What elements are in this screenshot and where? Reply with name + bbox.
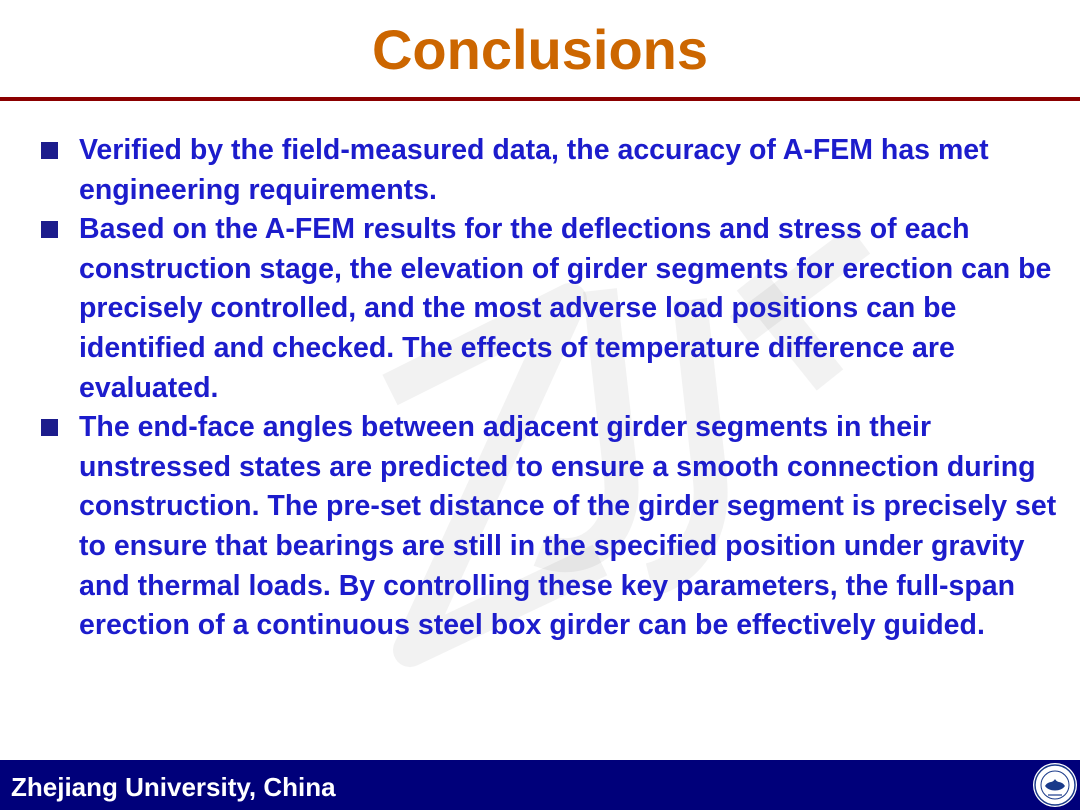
bullet-item: [38, 408, 1058, 646]
university-seal-icon: [1032, 762, 1078, 808]
conclusion-list: [38, 131, 1058, 646]
footer-bar: [0, 760, 1080, 810]
square-bullet-icon: [41, 419, 58, 436]
bullet-text: Based on the A-FEM results for the deflections and stress of each construction stage, the elevation of girder segments for erection can be precisely controlled, and the most adverse load positions can be identified and checked. The effects of temperature difference are evaluated.: [79, 213, 1052, 404]
bullet-item: [38, 210, 1058, 408]
square-bullet-icon: [41, 221, 58, 238]
footer-institution: Zhejiang University, China: [11, 772, 336, 802]
bullet-text: The end-face angles between adjacent girder segments in their unstressed states are predicted to ensure a smooth connection during construction. The pre-set distance of the girder segment is precisely set to ensure that bearings are still in the specified position under gravity and thermal loads. By controlling these key parameters, the full-span erection of a continuous steel box girder can be effectively guided.: [79, 411, 1057, 642]
title-divider: [0, 97, 1080, 101]
bullet-text: Verified by the field-measured data, the accuracy of A-FEM has met engineering requirements.: [79, 134, 989, 206]
slide-title: Conclusions: [371, 18, 709, 81]
bullet-item: [38, 131, 1058, 210]
square-bullet-icon: [41, 142, 58, 159]
